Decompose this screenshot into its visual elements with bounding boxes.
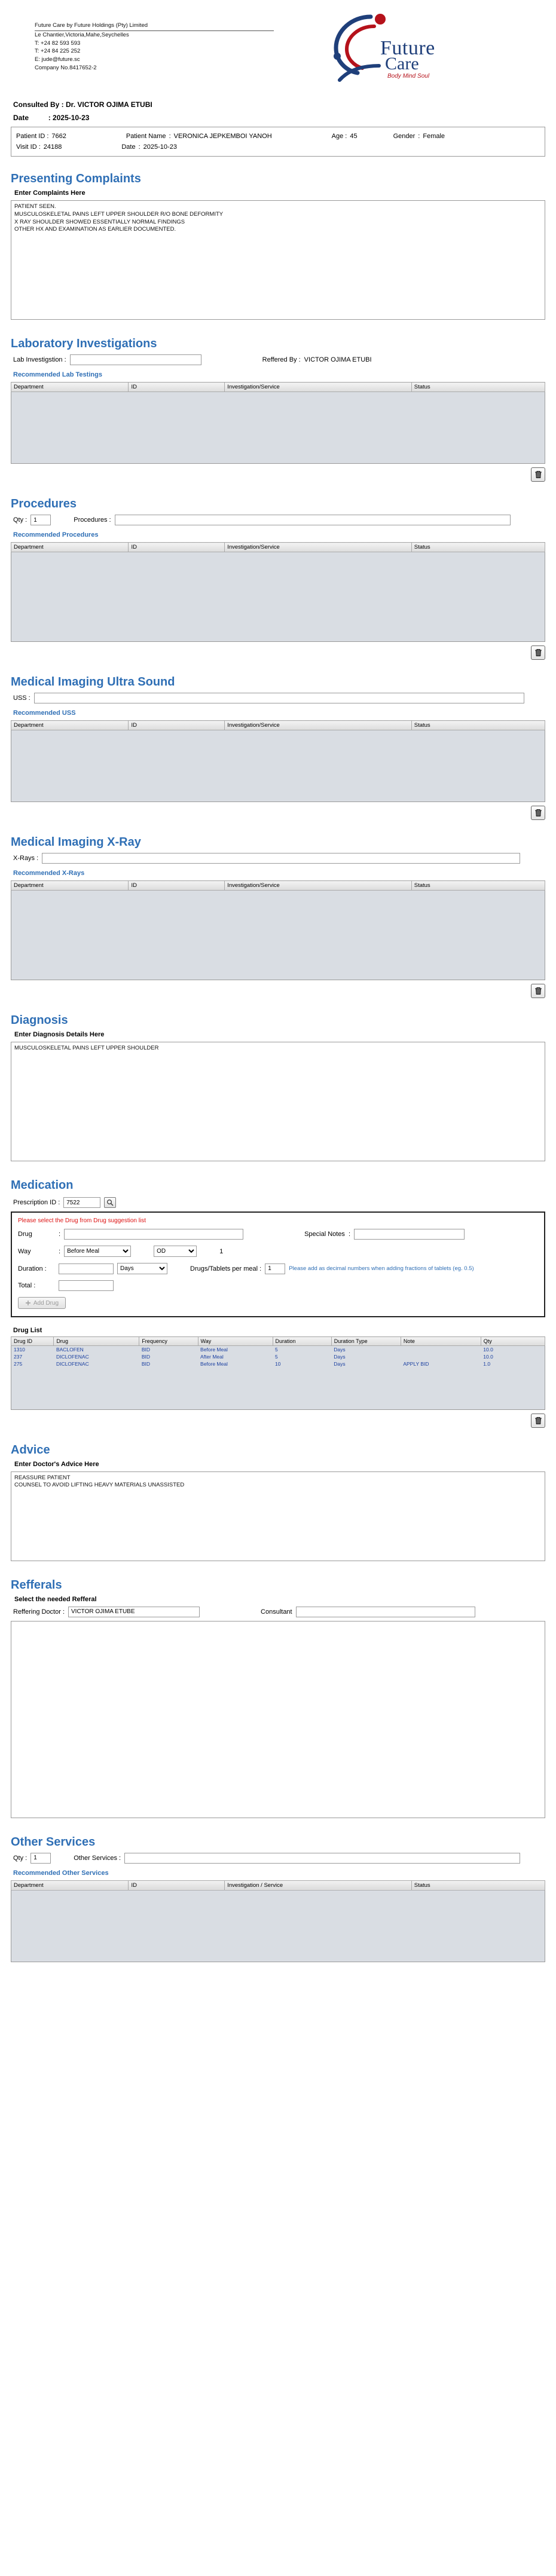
prescription-id-label: Prescription ID : xyxy=(13,1199,60,1206)
recommended-uss-label: Recommended USS xyxy=(13,709,76,717)
medication-entry-panel xyxy=(11,1211,545,1317)
lab-col-id: ID xyxy=(129,383,225,392)
drug-row-name: DICLOFENAC xyxy=(56,1361,89,1367)
clinic-phone-1: T: +24 82 593 593 xyxy=(35,39,81,47)
lab-col-status: Status xyxy=(411,383,545,392)
drug-row-duration-type: Days xyxy=(334,1347,346,1353)
patient-id-value: 7662 xyxy=(51,133,66,140)
drug-row-way: After Meal xyxy=(200,1354,224,1360)
drug-row-qty: 1.0 xyxy=(483,1361,491,1367)
table-row[interactable] xyxy=(11,1346,545,1354)
drug-row-duration-type: Days xyxy=(334,1361,346,1367)
recommended-procedures-label: Recommended Procedures xyxy=(13,531,99,539)
medication-duration-unit-select[interactable] xyxy=(117,1263,167,1274)
other-col-department: Department xyxy=(11,1880,129,1890)
recommended-xrays-label: Recommended X-Rays xyxy=(13,870,85,877)
referrals-sub-label: Select the needed Refferal xyxy=(14,1595,97,1603)
clinic-address-block xyxy=(35,13,274,72)
medication-total-input[interactable] xyxy=(59,1280,114,1291)
other-services-heading: Other Services xyxy=(11,1835,96,1849)
lab-referred-by-label: Reffered By : xyxy=(262,356,301,363)
clinic-phone-2: T: +24 84 225 252 xyxy=(35,48,81,55)
drug-col-duration-type: Duration Type xyxy=(331,1337,401,1346)
procedures-qty-input[interactable] xyxy=(30,515,51,525)
presenting-complaints-heading: Presenting Complaints xyxy=(11,172,141,185)
medication-drug-label: Drug xyxy=(18,1231,32,1238)
uss-input-row xyxy=(13,693,545,703)
other-col-status: Status xyxy=(411,1880,545,1890)
procedures-input-row xyxy=(13,515,545,525)
referring-doctor-input[interactable] xyxy=(68,1607,200,1617)
xray-heading: Medical Imaging X-Ray xyxy=(11,836,141,849)
drug-row-note xyxy=(401,1346,481,1354)
complaints-sub-label: Enter Complaints Here xyxy=(14,189,85,197)
drug-col-duration: Duration xyxy=(273,1337,331,1346)
medication-way-label: Way xyxy=(18,1247,31,1255)
xray-input[interactable] xyxy=(42,853,520,864)
medication-total-row xyxy=(18,1280,538,1291)
recommended-other-services-label: Recommended Other Services xyxy=(13,1869,109,1877)
xray-col-id: ID xyxy=(129,881,225,891)
uss-col-id: ID xyxy=(129,721,225,730)
procedures-grid-header xyxy=(11,542,545,552)
lab-delete-icon[interactable] xyxy=(531,467,545,482)
lab-col-department: Department xyxy=(11,383,129,392)
drug-list-empty-space xyxy=(11,1367,545,1409)
proc-col-id: ID xyxy=(129,543,225,552)
lab-grid-footer xyxy=(11,467,545,482)
drug-row-duration: 5 xyxy=(275,1354,278,1360)
consult-date-value: 2025-10-23 xyxy=(53,114,90,122)
consulted-by-label: Consulted By : xyxy=(13,100,64,109)
recommended-lab-testings-label: Recommended Lab Testings xyxy=(13,371,102,378)
proc-col-status: Status xyxy=(411,543,545,552)
drug-row-note: APPLY BID xyxy=(403,1361,429,1367)
procedures-delete-icon[interactable] xyxy=(531,645,545,660)
consult-date-label: Date xyxy=(13,114,29,122)
drug-row-frequency: BID xyxy=(141,1347,150,1353)
medication-duration-row xyxy=(18,1263,538,1274)
logo-text-care: Care xyxy=(385,54,419,74)
other-services-grid-header xyxy=(11,1880,545,1890)
drug-row-way: Before Meal xyxy=(200,1361,228,1367)
medication-frequency-select[interactable] xyxy=(154,1246,197,1257)
lab-col-service: Investigation/Service xyxy=(225,383,412,392)
xray-grid-body[interactable] xyxy=(11,891,545,980)
patient-id-label: Patient ID : xyxy=(16,133,49,140)
lab-referred-by-value: VICTOR OJIMA ETUBI xyxy=(304,356,372,363)
consulting-doctor-name: Dr. VICTOR OJIMA ETUBI xyxy=(66,100,152,109)
procedures-label: Procedures : xyxy=(74,516,111,524)
other-services-grid-body[interactable] xyxy=(11,1890,545,1962)
lab-investigation-row xyxy=(13,354,545,365)
patient-info-box xyxy=(11,127,545,157)
drug-list-table[interactable] xyxy=(11,1336,545,1410)
medication-per-meal-hint: Please add as decimal numbers when adding fractions of tablets (eg. 0.5) xyxy=(289,1265,474,1272)
xray-input-row xyxy=(13,853,545,864)
patient-age-value: 45 xyxy=(350,133,358,140)
prescription-id-row xyxy=(13,1197,545,1208)
visit-date-label: Date xyxy=(121,143,136,151)
other-services-qty-input[interactable] xyxy=(30,1853,51,1864)
clinic-address: Le Chantier,Victoria,Mahe,Seychelles xyxy=(35,31,129,38)
patient-age-label: Age : xyxy=(331,133,347,140)
add-drug-button[interactable] xyxy=(18,1297,66,1309)
xray-label: X-Rays : xyxy=(13,855,39,862)
proc-col-service: Investigation/Service xyxy=(225,543,412,552)
patient-gender-value: Female xyxy=(423,133,445,140)
drug-row-frequency: BID xyxy=(141,1354,150,1360)
drug-list-footer xyxy=(11,1414,545,1428)
drug-row-note xyxy=(401,1353,481,1360)
procedures-heading: Procedures xyxy=(11,497,77,510)
medication-heading: Medication xyxy=(11,1179,74,1192)
drug-row-qty: 10.0 xyxy=(483,1347,493,1353)
consulted-by-row xyxy=(11,97,545,110)
drug-delete-icon[interactable] xyxy=(531,1414,545,1428)
drug-row-duration: 10 xyxy=(275,1361,281,1367)
letterhead xyxy=(11,0,545,97)
table-row[interactable] xyxy=(11,1360,545,1367)
drug-col-qty: Qty xyxy=(481,1337,545,1346)
consult-date-row xyxy=(11,110,545,127)
other-services-input[interactable] xyxy=(124,1853,520,1864)
add-drug-button-label: Add Drug xyxy=(33,1299,59,1307)
uss-grid-footer xyxy=(11,806,545,820)
uss-label: USS : xyxy=(13,695,30,702)
drug-row-duration: 5 xyxy=(275,1347,278,1353)
medication-duration-input[interactable] xyxy=(59,1263,114,1274)
medication-frequency-extra: 1 xyxy=(219,1247,224,1255)
advice-heading: Advice xyxy=(11,1443,50,1457)
medication-per-meal-input[interactable] xyxy=(265,1263,285,1274)
patient-name-value: VERONICA JEPKEMBOI YANOH xyxy=(173,133,272,140)
diagnosis-heading: Diagnosis xyxy=(11,1014,68,1027)
procedures-input[interactable] xyxy=(115,515,511,525)
drug-col-note: Note xyxy=(401,1337,481,1346)
drug-col-way: Way xyxy=(198,1337,273,1346)
ultrasound-heading: Medical Imaging Ultra Sound xyxy=(11,675,175,689)
other-services-qty-label: Qty : xyxy=(13,1854,28,1862)
uss-delete-icon[interactable] xyxy=(531,806,545,820)
prescription-id-input[interactable] xyxy=(63,1197,100,1208)
proc-col-department: Department xyxy=(11,543,129,552)
drug-row-id: 237 xyxy=(14,1354,23,1360)
drug-list-header-row xyxy=(11,1337,545,1346)
table-row[interactable] xyxy=(11,1353,545,1360)
other-col-service: Investigation / Service xyxy=(225,1880,412,1890)
drug-row-name: DICLOFENAC xyxy=(56,1354,89,1360)
complaints-textarea[interactable] xyxy=(11,200,545,320)
drug-row-frequency: BID xyxy=(141,1361,150,1367)
medication-way-row xyxy=(18,1246,538,1257)
medication-way-select[interactable] xyxy=(64,1246,131,1257)
xray-delete-icon[interactable] xyxy=(531,984,545,998)
medication-special-notes-input[interactable] xyxy=(354,1229,465,1240)
medication-warning-text: Please select the Drug from Drug suggestion list xyxy=(18,1217,146,1224)
lab-investigation-label: Lab Investigstion : xyxy=(13,356,66,363)
other-services-input-row xyxy=(13,1853,545,1864)
referrals-input-row xyxy=(13,1607,545,1617)
referring-doctor-label: Reffering Doctor : xyxy=(13,1608,65,1616)
drug-list-padding xyxy=(11,1367,545,1409)
medication-drug-input[interactable] xyxy=(64,1229,243,1240)
prescription-search-icon[interactable] xyxy=(104,1197,116,1208)
patient-name-colon: : xyxy=(169,133,171,140)
patient-info-row-2 xyxy=(16,142,540,152)
uss-col-department: Department xyxy=(11,721,129,730)
medication-per-meal-label: Drugs/Tablets per meal : xyxy=(190,1265,262,1272)
drug-row-qty: 10.0 xyxy=(483,1354,493,1360)
other-services-label: Other Services : xyxy=(74,1854,121,1862)
diagnosis-sub-label: Enter Diagnosis Details Here xyxy=(14,1031,105,1038)
xray-grid-footer xyxy=(11,984,545,998)
medication-drug-colon: : xyxy=(59,1231,61,1238)
patient-gender-colon: : xyxy=(418,133,420,140)
lab-grid-body[interactable] xyxy=(11,392,545,464)
logo-tagline: Body Mind Soul xyxy=(387,73,430,79)
drug-row-name: BACLOFEN xyxy=(56,1347,84,1353)
medication-drug-row xyxy=(18,1229,538,1240)
drug-list-title: Drug List xyxy=(13,1327,42,1334)
clinic-name: Future Care by Future Holdings (Pty) Limited xyxy=(35,22,148,29)
advice-textarea[interactable] xyxy=(11,1471,545,1561)
procedures-grid-body[interactable] xyxy=(11,552,545,642)
diagnosis-textarea[interactable] xyxy=(11,1042,545,1161)
medication-special-notes-colon: : xyxy=(348,1231,350,1238)
patient-gender-label: Gender xyxy=(393,133,416,140)
advice-sub-label: Enter Doctor's Advice Here xyxy=(14,1460,99,1468)
procedures-grid-footer xyxy=(11,645,545,660)
drug-row-duration-type: Days xyxy=(334,1354,346,1360)
xray-grid-header xyxy=(11,880,545,891)
visit-date-value: 2025-10-23 xyxy=(143,143,177,151)
lab-investigation-input[interactable] xyxy=(70,354,201,365)
referrals-heading: Refferals xyxy=(11,1578,62,1592)
drug-col-id: Drug ID xyxy=(11,1337,54,1346)
clinic-company-no: Company No.8417652-2 xyxy=(35,64,97,71)
patient-info-row-1 xyxy=(16,131,540,142)
clinic-logo xyxy=(328,13,465,91)
medication-duration-label: Duration : xyxy=(18,1265,47,1272)
uss-grid-header xyxy=(11,720,545,730)
drug-col-drug: Drug xyxy=(54,1337,139,1346)
medication-special-notes-label: Special Notes xyxy=(304,1231,345,1238)
consultant-label: Consultant xyxy=(261,1608,292,1616)
logo-text-future: Future xyxy=(380,37,435,59)
laboratory-heading: Laboratory Investigations xyxy=(11,337,157,350)
uss-input[interactable] xyxy=(34,693,524,703)
consult-date-colon: : xyxy=(48,114,51,122)
drug-col-frequency: Frequency xyxy=(139,1337,198,1346)
patient-name-label: Patient Name xyxy=(126,133,166,140)
xray-col-service: Investigation/Service xyxy=(225,881,412,891)
visit-date-colon: : xyxy=(138,143,140,151)
xray-col-status: Status xyxy=(411,881,545,891)
drug-row-id: 1310 xyxy=(14,1347,25,1353)
xray-col-department: Department xyxy=(11,881,129,891)
uss-col-service: Investigation/Service xyxy=(225,721,412,730)
other-col-id: ID xyxy=(129,1880,225,1890)
medication-way-colon: : xyxy=(59,1247,61,1255)
visit-id-value: 24188 xyxy=(43,143,62,151)
uss-grid-body[interactable] xyxy=(11,730,545,802)
referrals-textarea[interactable] xyxy=(11,1621,545,1818)
plus-icon xyxy=(25,1300,31,1306)
uss-col-status: Status xyxy=(411,721,545,730)
medication-total-label: Total : xyxy=(18,1282,36,1289)
procedures-qty-label: Qty : xyxy=(13,516,28,524)
drug-row-id: 275 xyxy=(14,1361,23,1367)
clinic-email: E: jude@future.sc xyxy=(35,56,80,63)
visit-id-label: Visit ID : xyxy=(16,143,41,151)
consultant-input[interactable] xyxy=(296,1607,475,1617)
drug-row-way: Before Meal xyxy=(200,1347,228,1353)
lab-grid-header xyxy=(11,382,545,392)
